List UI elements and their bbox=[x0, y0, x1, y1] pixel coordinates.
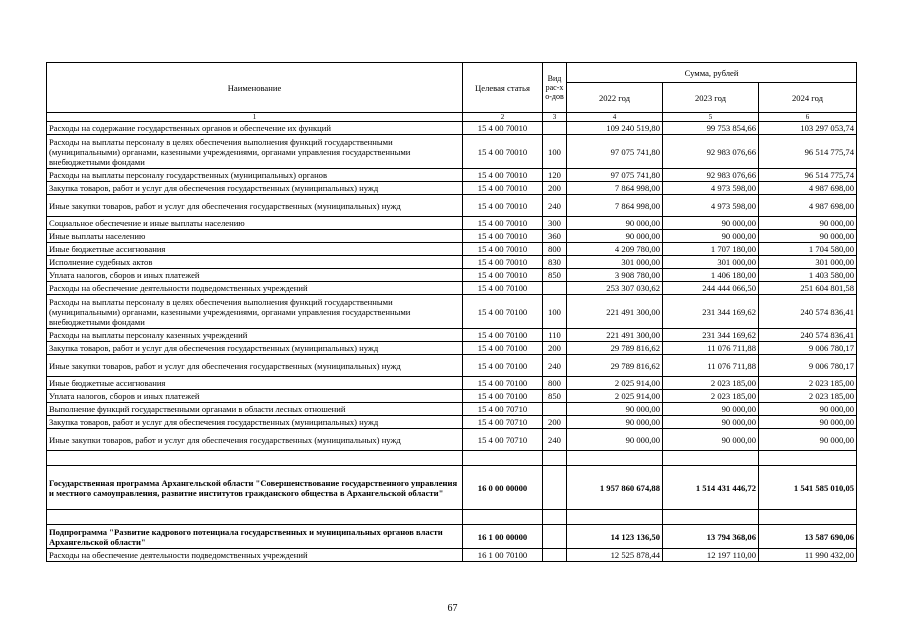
table-row bbox=[47, 525, 857, 549]
row-target-article: 15 4 00 70100 bbox=[463, 329, 543, 342]
row-name: Уплата налогов, сборов и иных платежей bbox=[47, 269, 463, 282]
table-row bbox=[47, 549, 857, 562]
empty-cell bbox=[543, 451, 567, 466]
row-sum-2023: 2 023 185,00 bbox=[663, 390, 759, 403]
row-sum-2022: 7 864 998,00 bbox=[567, 182, 663, 195]
row-sum-2024: 4 987 698,00 bbox=[759, 182, 857, 195]
row-sum-2023: 11 076 711,88 bbox=[663, 342, 759, 355]
empty-cell bbox=[663, 451, 759, 466]
row-target-article: 15 4 00 70010 bbox=[463, 122, 543, 135]
row-expense-type: 360 bbox=[543, 230, 567, 243]
row-target-article: 15 4 00 70100 bbox=[463, 390, 543, 403]
table-row bbox=[47, 135, 857, 169]
table-row bbox=[47, 295, 857, 329]
column-number: 4 bbox=[567, 113, 663, 122]
row-target-article: 15 4 00 70100 bbox=[463, 295, 543, 329]
row-sum-2022: 97 075 741,80 bbox=[567, 135, 663, 169]
row-sum-2022: 221 491 300,00 bbox=[567, 295, 663, 329]
spacer-row bbox=[47, 510, 857, 525]
row-sum-2023: 231 344 169,62 bbox=[663, 329, 759, 342]
row-sum-2023: 1 707 180,00 bbox=[663, 243, 759, 256]
row-name: Подпрограмма "Развитие кадрового потенциала государственных и муниципальных органов власти Архангельской области" bbox=[47, 525, 463, 549]
row-target-article: 15 4 00 70010 bbox=[463, 217, 543, 230]
table-row bbox=[47, 416, 857, 429]
table-row bbox=[47, 342, 857, 355]
row-expense-type: 830 bbox=[543, 256, 567, 269]
header-target-article: Целевая статья bbox=[463, 63, 543, 113]
row-sum-2023: 244 444 066,50 bbox=[663, 282, 759, 295]
row-name: Расходы на обеспечение деятельности подведомственных учреждений bbox=[47, 549, 463, 562]
row-sum-2024: 1 403 580,00 bbox=[759, 269, 857, 282]
table-row bbox=[47, 217, 857, 230]
row-sum-2022: 14 123 136,50 bbox=[567, 525, 663, 549]
row-sum-2024: 96 514 775,74 bbox=[759, 135, 857, 169]
empty-cell bbox=[567, 451, 663, 466]
column-number: 2 bbox=[463, 113, 543, 122]
spacer-row bbox=[47, 451, 857, 466]
table-row bbox=[47, 230, 857, 243]
row-sum-2024: 2 023 185,00 bbox=[759, 377, 857, 390]
row-expense-type: 110 bbox=[543, 329, 567, 342]
empty-cell bbox=[463, 510, 543, 525]
table-row bbox=[47, 195, 857, 217]
row-name: Иные закупки товаров, работ и услуг для обеспечения государственных (муниципальных) нужд bbox=[47, 355, 463, 377]
table-row bbox=[47, 329, 857, 342]
row-sum-2022: 97 075 741,80 bbox=[567, 169, 663, 182]
empty-cell bbox=[47, 510, 463, 525]
page-number: 67 bbox=[447, 603, 458, 614]
row-sum-2023: 4 973 598,00 bbox=[663, 182, 759, 195]
row-name: Закупка товаров, работ и услуг для обеспечения государственных (муниципальных) нужд bbox=[47, 182, 463, 195]
row-sum-2022: 90 000,00 bbox=[567, 416, 663, 429]
row-name: Расходы на выплаты персоналу казенных учреждений bbox=[47, 329, 463, 342]
row-expense-type: 850 bbox=[543, 269, 567, 282]
header-sum: Сумма, рублей bbox=[567, 63, 857, 83]
row-sum-2022: 301 000,00 bbox=[567, 256, 663, 269]
row-target-article: 15 4 00 70100 bbox=[463, 355, 543, 377]
row-sum-2024: 11 990 432,00 bbox=[759, 549, 857, 562]
table-row bbox=[47, 355, 857, 377]
row-sum-2024: 1 704 580,00 bbox=[759, 243, 857, 256]
table-row bbox=[47, 269, 857, 282]
row-sum-2022: 90 000,00 bbox=[567, 429, 663, 451]
empty-cell bbox=[47, 451, 463, 466]
row-sum-2024: 240 574 836,41 bbox=[759, 295, 857, 329]
row-sum-2023: 90 000,00 bbox=[663, 429, 759, 451]
row-sum-2024: 90 000,00 bbox=[759, 230, 857, 243]
row-sum-2024: 251 604 801,58 bbox=[759, 282, 857, 295]
header-year-2024: 2024 год bbox=[759, 83, 857, 113]
row-sum-2022: 253 307 030,62 bbox=[567, 282, 663, 295]
row-name: Государственная программа Архангельской области "Совершенствование государственного управления и местного самоуправления, развитие институтов гражданского общества в Архангельской области" bbox=[47, 466, 463, 510]
row-sum-2022: 109 240 519,80 bbox=[567, 122, 663, 135]
row-sum-2024: 90 000,00 bbox=[759, 403, 857, 416]
row-name: Иные выплаты населению bbox=[47, 230, 463, 243]
row-name: Социальное обеспечение и иные выплаты населению bbox=[47, 217, 463, 230]
row-target-article: 15 4 00 70710 bbox=[463, 416, 543, 429]
row-target-article: 15 4 00 70010 bbox=[463, 195, 543, 217]
row-target-article: 15 4 00 70100 bbox=[463, 282, 543, 295]
column-number: 1 bbox=[47, 113, 463, 122]
budget-table bbox=[46, 62, 857, 562]
row-name: Расходы на выплаты персоналу в целях обеспечения выполнения функций государственными (муниципальными) органами, казенными учреждениями, органами управления государственными внебюджетными фондами bbox=[47, 135, 463, 169]
row-sum-2024: 1 541 585 010,05 bbox=[759, 466, 857, 510]
row-sum-2024: 13 587 690,06 bbox=[759, 525, 857, 549]
row-sum-2023: 90 000,00 bbox=[663, 230, 759, 243]
row-sum-2023: 301 000,00 bbox=[663, 256, 759, 269]
table-row bbox=[47, 377, 857, 390]
row-sum-2023: 12 197 110,00 bbox=[663, 549, 759, 562]
row-name: Исполнение судебных актов bbox=[47, 256, 463, 269]
row-name: Иные бюджетные ассигнования bbox=[47, 243, 463, 256]
row-target-article: 15 4 00 70710 bbox=[463, 429, 543, 451]
row-sum-2023: 90 000,00 bbox=[663, 416, 759, 429]
row-sum-2023: 92 983 076,66 bbox=[663, 169, 759, 182]
row-expense-type: 240 bbox=[543, 429, 567, 451]
header-year-2023: 2023 год bbox=[663, 83, 759, 113]
row-name: Закупка товаров, работ и услуг для обеспечения государственных (муниципальных) нужд bbox=[47, 342, 463, 355]
column-number: 6 bbox=[759, 113, 857, 122]
row-sum-2023: 92 983 076,66 bbox=[663, 135, 759, 169]
row-expense-type: 240 bbox=[543, 355, 567, 377]
table-row bbox=[47, 256, 857, 269]
row-target-article: 15 4 00 70010 bbox=[463, 269, 543, 282]
row-expense-type: 240 bbox=[543, 195, 567, 217]
row-expense-type bbox=[543, 525, 567, 549]
row-sum-2024: 90 000,00 bbox=[759, 217, 857, 230]
row-sum-2022: 4 209 780,00 bbox=[567, 243, 663, 256]
row-expense-type: 120 bbox=[543, 169, 567, 182]
row-expense-type: 200 bbox=[543, 182, 567, 195]
row-sum-2023: 1 406 180,00 bbox=[663, 269, 759, 282]
row-sum-2022: 1 957 860 674,88 bbox=[567, 466, 663, 510]
row-sum-2023: 11 076 711,88 bbox=[663, 355, 759, 377]
row-target-article: 15 4 00 70100 bbox=[463, 342, 543, 355]
row-sum-2023: 231 344 169,62 bbox=[663, 295, 759, 329]
table-row bbox=[47, 182, 857, 195]
empty-cell bbox=[759, 510, 857, 525]
row-sum-2022: 2 025 914,00 bbox=[567, 377, 663, 390]
row-sum-2022: 29 789 816,62 bbox=[567, 342, 663, 355]
row-name: Иные бюджетные ассигнования bbox=[47, 377, 463, 390]
column-number: 5 bbox=[663, 113, 759, 122]
row-expense-type: 800 bbox=[543, 377, 567, 390]
header-name: Наименование bbox=[47, 63, 463, 113]
row-sum-2022: 90 000,00 bbox=[567, 230, 663, 243]
row-sum-2022: 29 789 816,62 bbox=[567, 355, 663, 377]
empty-cell bbox=[543, 510, 567, 525]
header-year-2022: 2022 год bbox=[567, 83, 663, 113]
row-sum-2023: 4 973 598,00 bbox=[663, 195, 759, 217]
row-expense-type bbox=[543, 549, 567, 562]
empty-cell bbox=[567, 510, 663, 525]
table-row bbox=[47, 466, 857, 510]
row-expense-type: 100 bbox=[543, 295, 567, 329]
row-sum-2023: 13 794 368,06 bbox=[663, 525, 759, 549]
row-expense-type: 850 bbox=[543, 390, 567, 403]
row-sum-2024: 4 987 698,00 bbox=[759, 195, 857, 217]
row-sum-2022: 7 864 998,00 bbox=[567, 195, 663, 217]
table-row bbox=[47, 122, 857, 135]
row-sum-2024: 9 006 780,17 bbox=[759, 355, 857, 377]
row-name: Расходы на содержание государственных органов и обеспечение их функций bbox=[47, 122, 463, 135]
row-expense-type bbox=[543, 466, 567, 510]
row-name: Расходы на выплаты персоналу в целях обеспечения выполнения функций государственными (муниципальными) органами, казенными учреждениями, органами управления государственными внебюджетными фондами bbox=[47, 295, 463, 329]
row-expense-type bbox=[543, 282, 567, 295]
row-sum-2023: 90 000,00 bbox=[663, 403, 759, 416]
row-sum-2024: 240 574 836,41 bbox=[759, 329, 857, 342]
row-sum-2022: 3 908 780,00 bbox=[567, 269, 663, 282]
row-name: Иные закупки товаров, работ и услуг для обеспечения государственных (муниципальных) нужд bbox=[47, 195, 463, 217]
row-target-article: 15 4 00 70100 bbox=[463, 377, 543, 390]
row-target-article: 15 4 00 70710 bbox=[463, 403, 543, 416]
row-name: Расходы на обеспечение деятельности подведомственных учреждений bbox=[47, 282, 463, 295]
row-sum-2022: 221 491 300,00 bbox=[567, 329, 663, 342]
row-sum-2024: 90 000,00 bbox=[759, 416, 857, 429]
row-target-article: 16 0 00 00000 bbox=[463, 466, 543, 510]
empty-cell bbox=[759, 451, 857, 466]
row-sum-2022: 12 525 878,44 bbox=[567, 549, 663, 562]
row-target-article: 15 4 00 70010 bbox=[463, 169, 543, 182]
row-sum-2024: 2 023 185,00 bbox=[759, 390, 857, 403]
row-name: Расходы на выплаты персоналу государственных (муниципальных) органов bbox=[47, 169, 463, 182]
table-row bbox=[47, 169, 857, 182]
row-sum-2023: 99 753 854,66 bbox=[663, 122, 759, 135]
header-expense-type: Вид рас-хо-дов bbox=[543, 63, 567, 113]
row-expense-type: 200 bbox=[543, 342, 567, 355]
row-name: Уплата налогов, сборов и иных платежей bbox=[47, 390, 463, 403]
table-row bbox=[47, 403, 857, 416]
row-sum-2023: 90 000,00 bbox=[663, 217, 759, 230]
row-sum-2022: 2 025 914,00 bbox=[567, 390, 663, 403]
row-expense-type: 100 bbox=[543, 135, 567, 169]
row-sum-2023: 2 023 185,00 bbox=[663, 377, 759, 390]
row-sum-2023: 1 514 431 446,72 bbox=[663, 466, 759, 510]
table-row bbox=[47, 282, 857, 295]
row-target-article: 16 1 00 70100 bbox=[463, 549, 543, 562]
row-sum-2024: 9 006 780,17 bbox=[759, 342, 857, 355]
row-expense-type: 800 bbox=[543, 243, 567, 256]
row-target-article: 16 1 00 00000 bbox=[463, 525, 543, 549]
row-target-article: 15 4 00 70010 bbox=[463, 182, 543, 195]
row-target-article: 15 4 00 70010 bbox=[463, 256, 543, 269]
row-expense-type: 200 bbox=[543, 416, 567, 429]
column-number: 3 bbox=[543, 113, 567, 122]
row-target-article: 15 4 00 70010 bbox=[463, 243, 543, 256]
row-target-article: 15 4 00 70010 bbox=[463, 135, 543, 169]
table-row bbox=[47, 429, 857, 451]
row-sum-2022: 90 000,00 bbox=[567, 217, 663, 230]
row-name: Закупка товаров, работ и услуг для обеспечения государственных (муниципальных) нужд bbox=[47, 416, 463, 429]
row-name: Иные закупки товаров, работ и услуг для обеспечения государственных (муниципальных) нужд bbox=[47, 429, 463, 451]
row-name: Выполнение функций государственными органами в области лесных отношений bbox=[47, 403, 463, 416]
row-sum-2022: 90 000,00 bbox=[567, 403, 663, 416]
row-expense-type: 300 bbox=[543, 217, 567, 230]
column-number-row bbox=[47, 113, 857, 122]
row-sum-2024: 96 514 775,74 bbox=[759, 169, 857, 182]
table-row bbox=[47, 390, 857, 403]
row-sum-2024: 301 000,00 bbox=[759, 256, 857, 269]
row-expense-type bbox=[543, 403, 567, 416]
table-row bbox=[47, 243, 857, 256]
row-target-article: 15 4 00 70010 bbox=[463, 230, 543, 243]
row-sum-2024: 90 000,00 bbox=[759, 429, 857, 451]
row-sum-2024: 103 297 053,74 bbox=[759, 122, 857, 135]
row-expense-type bbox=[543, 122, 567, 135]
empty-cell bbox=[463, 451, 543, 466]
empty-cell bbox=[663, 510, 759, 525]
